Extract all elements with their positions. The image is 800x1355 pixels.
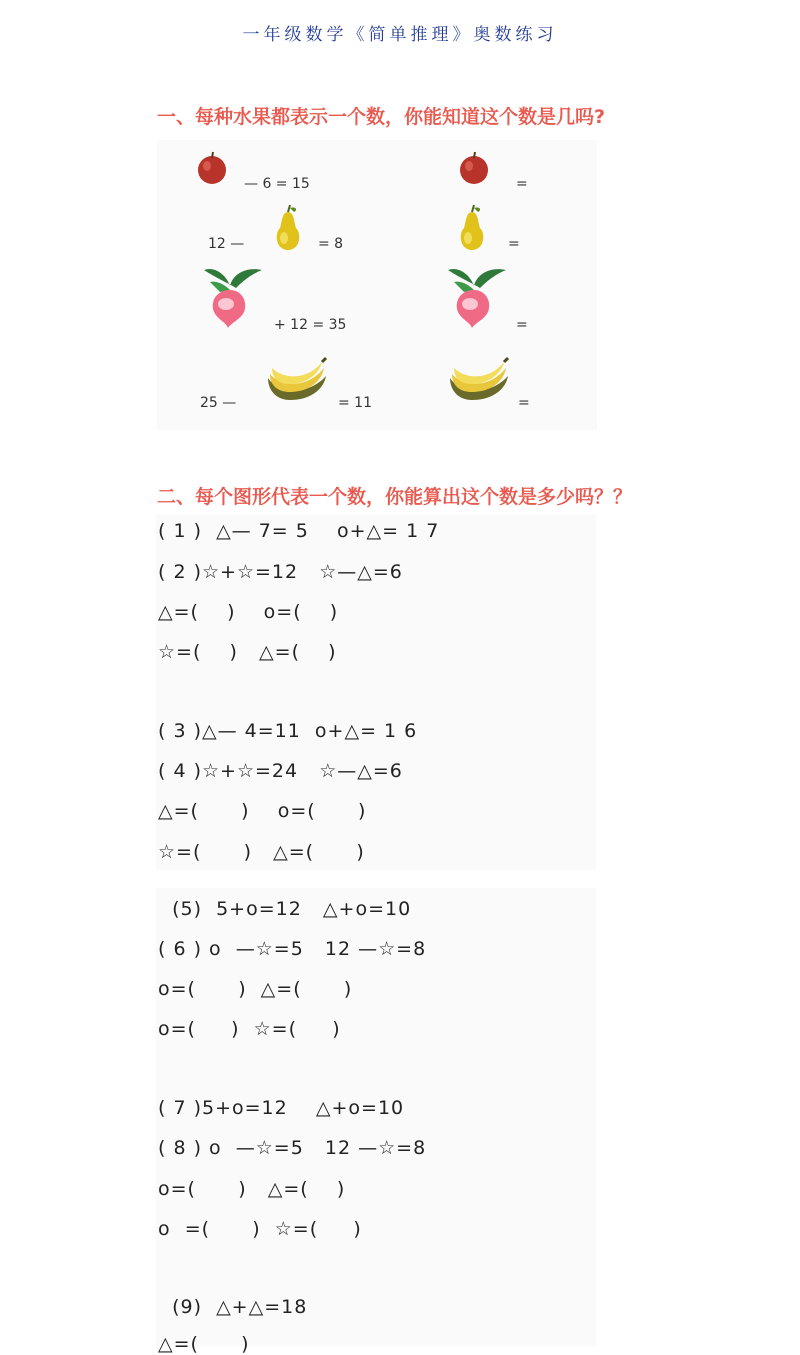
- eq4-result: = 11: [338, 395, 372, 411]
- puzzle-line: (9) △+△=18: [158, 1296, 308, 1318]
- puzzle-line: ( 3 )△— 4=11 o+△= 1 6: [158, 720, 418, 742]
- banana-icon: [446, 356, 512, 404]
- eq2-prefix: 12 —: [208, 236, 245, 252]
- puzzle-line: ( 4 )☆+☆=24 ☆—△=6: [158, 760, 403, 782]
- puzzle-answer-line: △=( ): [158, 1333, 250, 1355]
- eq1-right-equals: =: [516, 176, 528, 192]
- puzzle-line: ( 6 ) o —☆=5 12 —☆=8: [158, 938, 427, 960]
- puzzle-answer-line: ☆=( ) △=( ): [158, 841, 365, 863]
- puzzle-line: ( 8 ) o —☆=5 12 —☆=8: [158, 1137, 427, 1159]
- puzzle-line: ( 1 ) △— 7= 5 o+△= 1 7: [158, 520, 440, 542]
- apple-icon: [196, 150, 228, 186]
- pear-icon: [270, 204, 306, 252]
- eq4-right-equals: =: [518, 395, 530, 411]
- eq3-right-equals: =: [516, 317, 528, 333]
- section2-heading: 二、每个图形代表一个数，你能算出这个数是多少吗？？: [157, 486, 633, 508]
- eq3-left-expression: + 12 = 35: [274, 317, 347, 333]
- puzzle-answer-line: o=( ) △=( ): [158, 978, 353, 1000]
- puzzle-line: ( 2 )☆+☆=12 ☆—△=6: [158, 561, 403, 583]
- radish-icon: [196, 264, 266, 330]
- section1-heading: 一、每种水果都表示一个数，你能知道这个数是几吗?: [157, 106, 606, 128]
- puzzle-answer-line: ☆=( ) △=( ): [158, 641, 337, 663]
- eq4-prefix: 25 —: [200, 395, 237, 411]
- radish-icon: [440, 264, 510, 330]
- puzzle-answer-line: o=( ) △=( ): [158, 1178, 346, 1200]
- banana-icon: [264, 356, 330, 404]
- eq2-result: = 8: [318, 236, 344, 252]
- puzzle-answer-line: o =( ) ☆=( ): [158, 1218, 362, 1240]
- puzzle-line: ( 7 )5+o=12 △+o=10: [158, 1097, 405, 1119]
- page-title: 一年级数学《简单推理》奥数练习: [242, 25, 558, 45]
- puzzle-answer-line: △=( ) o=( ): [158, 601, 339, 623]
- puzzle-answer-line: △=( ) o=( ): [158, 800, 367, 822]
- eq2-right-equals: =: [508, 236, 520, 252]
- eq1-left-expression: — 6 = 15: [244, 176, 310, 192]
- puzzle-answer-line: o=( ) ☆=( ): [158, 1018, 341, 1040]
- puzzle-line: (5) 5+o=12 △+o=10: [158, 898, 412, 920]
- pear-icon: [454, 204, 490, 252]
- apple-icon: [458, 150, 490, 186]
